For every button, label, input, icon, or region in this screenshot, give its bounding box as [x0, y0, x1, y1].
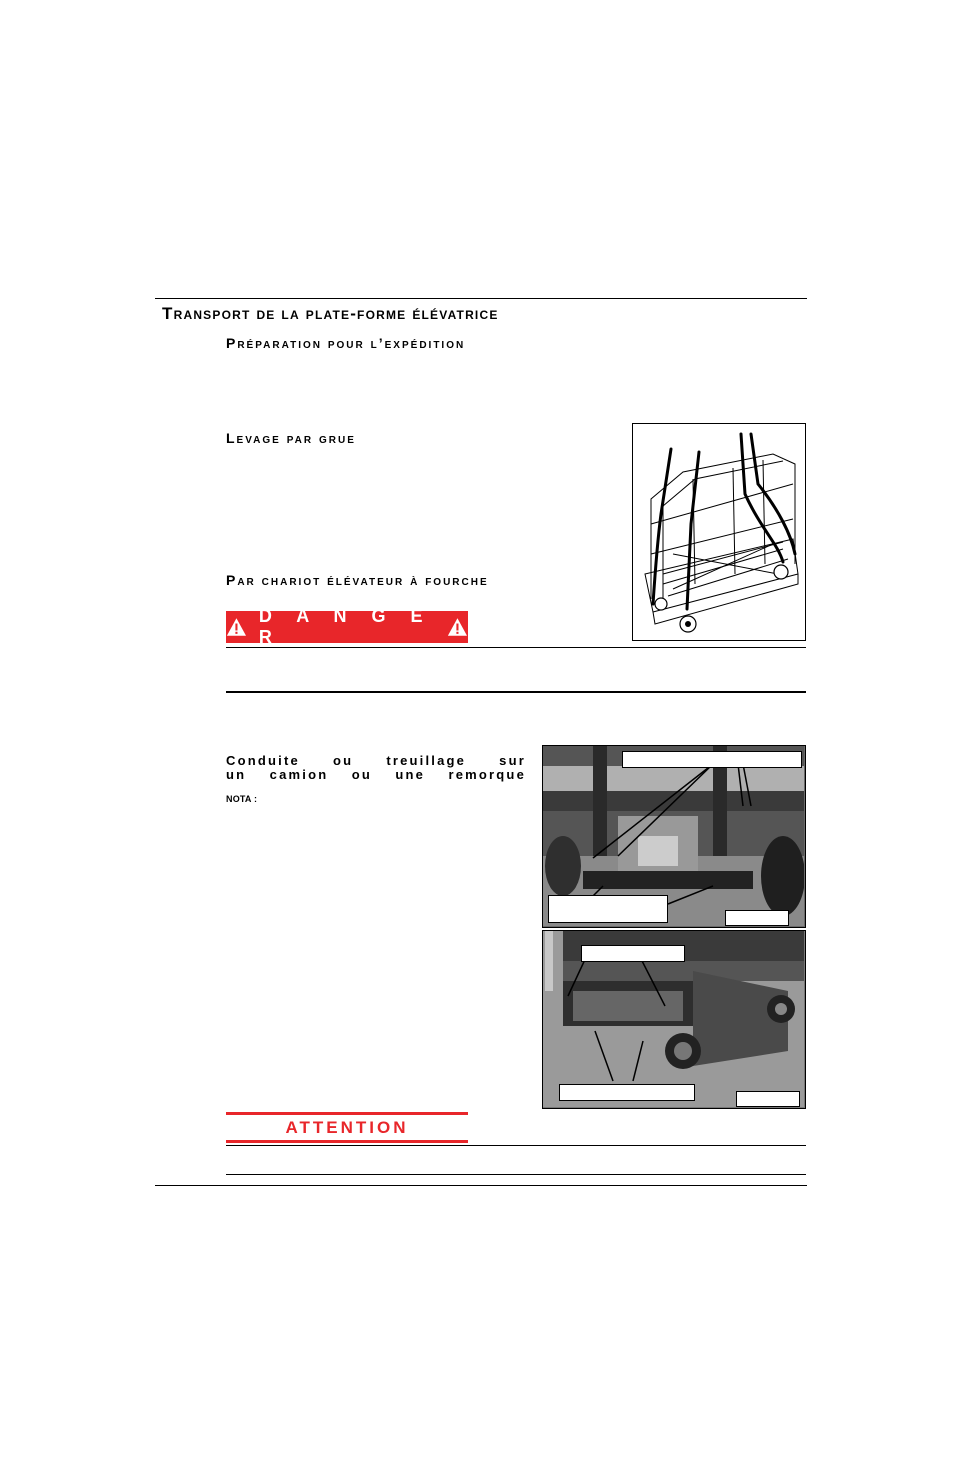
- attention-banner: [226, 1112, 468, 1143]
- page-title: Transport de la plate-forme élévatrice: [162, 304, 499, 323]
- photo-tie-down-rear: [542, 930, 806, 1109]
- danger-rule-bottom: [226, 691, 806, 693]
- footer-rule: [155, 1185, 807, 1186]
- photo-front-label-bottom-left: [548, 895, 668, 923]
- attention-label: ATTENTION: [285, 1117, 409, 1137]
- warning-triangle-icon: [226, 616, 247, 638]
- scissor-lift-drawing: [633, 424, 804, 639]
- crane-lifting-figure: [632, 423, 806, 641]
- photo-front-label-top: [622, 751, 802, 768]
- nota-label: NOTA :: [226, 794, 258, 804]
- section-heading-driving-line1: Conduite ou treuillage sur: [226, 753, 526, 768]
- danger-label: D A N G E R: [258, 606, 433, 647]
- attention-rule-top: [226, 1145, 806, 1146]
- section-heading-forklift: Par chariot élévateur à fourche: [226, 572, 489, 588]
- header-rule: [155, 298, 807, 299]
- photo-rear-label-top: [581, 945, 685, 962]
- photo-front-figure-number: [725, 910, 789, 926]
- photo-rear-label-bottom: [559, 1084, 695, 1101]
- photo-rear-figure-number: [736, 1091, 800, 1107]
- section-heading-preparation: Préparation pour l’expédition: [226, 335, 466, 351]
- danger-banner: [226, 606, 468, 647]
- danger-rule-top: [226, 647, 806, 648]
- section-heading-driving-line2: un camion ou une remorque: [226, 767, 526, 782]
- section-heading-crane: Levage par grue: [226, 430, 356, 446]
- attention-rule-bottom: [226, 1174, 806, 1175]
- warning-triangle-icon: [447, 616, 468, 638]
- photo-tie-down-front: [542, 745, 806, 928]
- section-heading-driving: [226, 754, 526, 782]
